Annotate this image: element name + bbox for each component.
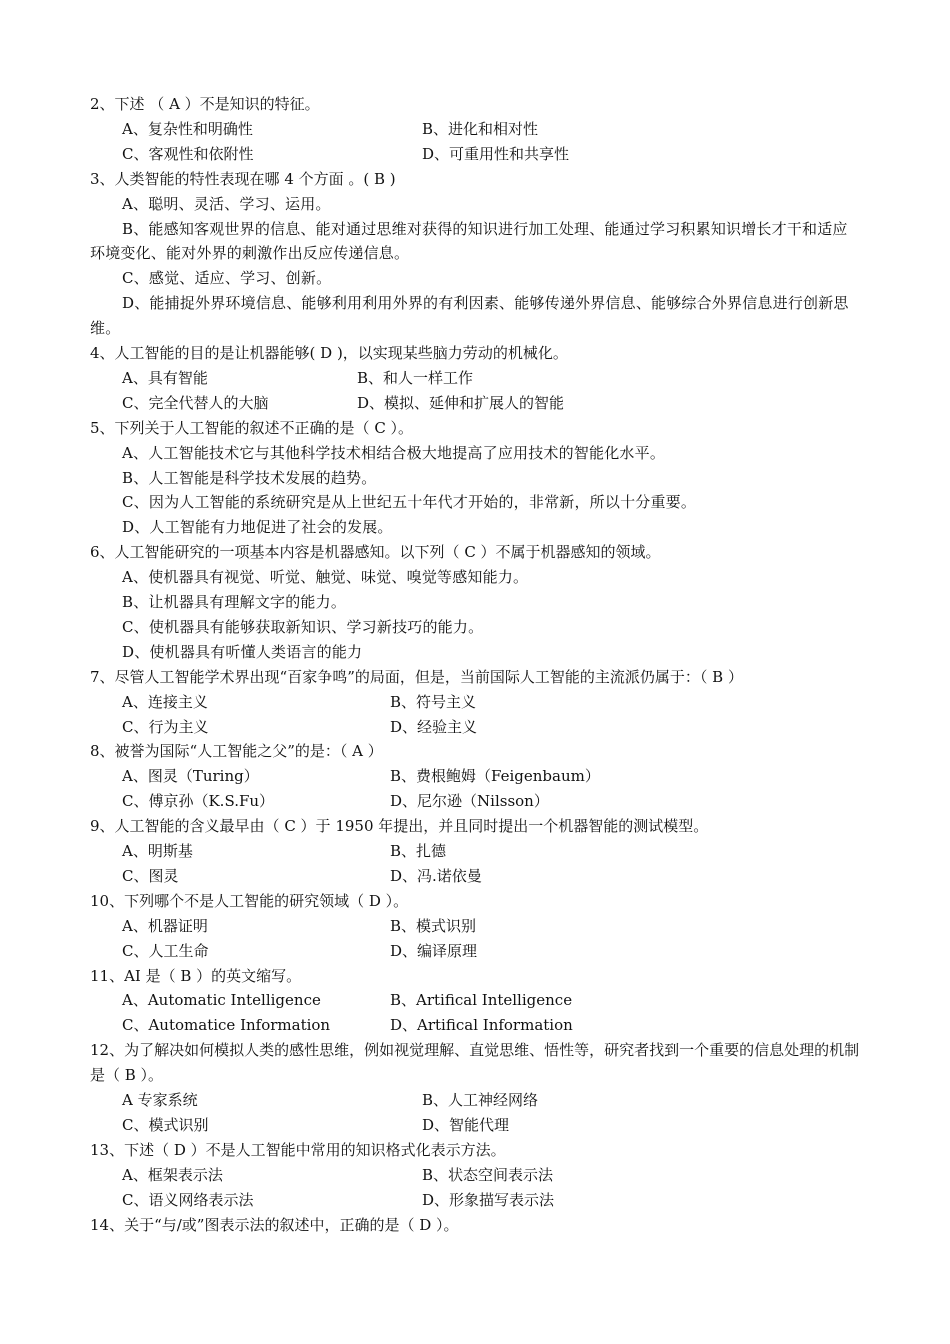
option-text: D、能捕捉外界环境信息、能够利用利用外界的有利因素、能够传递外界信息、能够综合外界信息进行创新思维。: [90, 294, 849, 338]
option-row: [90, 864, 862, 889]
option-text: C、语义网络表示法: [122, 1190, 254, 1209]
option-row: [90, 1188, 862, 1213]
question-block: [90, 1213, 862, 1238]
option-text: C、人工生命: [122, 941, 209, 960]
option-row: [90, 764, 862, 789]
option-text: D、Artifical Information: [390, 1016, 573, 1035]
question-stem: 13、下述（ D ）不是人工智能中常用的知识格式化表示方法。: [90, 1140, 506, 1159]
option-text: A、明斯基: [122, 842, 193, 861]
option-row: [90, 366, 862, 391]
option-text: C、客观性和依附性: [122, 144, 254, 163]
question-stem: 12、为了解决如何模拟人类的感性思维，例如视觉理解、直觉思维、悟性等，研究者找到一个重要的信息处理的机制是（ B ）。: [90, 1041, 860, 1085]
option-text: A、连接主义: [122, 692, 208, 711]
option-text: B、和人一样工作: [357, 368, 474, 387]
option-text: C、完全代替人的大脑: [122, 393, 269, 412]
question-block: [90, 341, 862, 416]
question-block: [90, 665, 862, 740]
option-row: [90, 1163, 862, 1188]
option-text: B、符号主义: [390, 692, 477, 711]
option-text: B、费根鲍姆（Feigenbaum）: [390, 767, 600, 786]
option-text: A、机器证明: [122, 916, 208, 935]
option-text: A、人工智能技术它与其他科学技术相结合极大地提高了应用技术的智能化水平。: [122, 443, 666, 462]
question-stem: 5、下列关于人工智能的叙述不正确的是（ C ）。: [90, 418, 414, 437]
question-stem: 11、AI 是（ B ）的英文缩写。: [90, 966, 302, 985]
option-text: B、模式识别: [390, 916, 477, 935]
question-stem: 10、下列哪个不是人工智能的研究领域（ D ）。: [90, 891, 409, 910]
option-text: B、能感知客观世界的信息、能对通过思维对获得的知识进行加工处理、能通过学习积累知识增长才干和适应环境变化、能对外界的刺激作出反应传递信息。: [90, 219, 848, 263]
option-row: [90, 690, 862, 715]
option-row: [90, 715, 862, 740]
option-text: D、可重用性和共享性: [422, 144, 570, 163]
option-text: A、使机器具有视觉、听觉、触觉、味觉、嗅觉等感知能力。: [122, 568, 529, 587]
option-text: B、进化和相对性: [422, 119, 539, 138]
option-text: C、使机器具有能够获取新知识、学习新技巧的能力。: [122, 617, 484, 636]
option-text: C、模式识别: [122, 1115, 209, 1134]
question-block: [90, 889, 862, 964]
option-text: D、经验主义: [390, 717, 478, 736]
option-text: A 专家系统: [122, 1091, 198, 1110]
question-stem: 4、人工智能的目的是让机器能够( D )，以实现某些脑力劳动的机械化。: [90, 344, 568, 363]
question-block: [90, 1038, 862, 1138]
question-block: [90, 1138, 862, 1213]
option-text: B、扎德: [390, 842, 447, 861]
question-stem: 7、尽管人工智能学术界出现“百家争鸣”的局面，但是，当前国际人工智能的主流派仍属于：（ B ）: [90, 667, 743, 686]
option-text: D、形象描写表示法: [422, 1190, 555, 1209]
option-text: B、Artifical Intelligence: [390, 991, 573, 1010]
option-text: D、模拟、延伸和扩展人的智能: [357, 393, 565, 412]
option-text: D、人工智能有力地促进了社会的发展。: [122, 518, 393, 537]
option-text: B、人工智能是科学技术发展的趋势。: [122, 468, 377, 487]
option-text: C、行为主义: [122, 717, 209, 736]
question-block: [90, 814, 862, 889]
option-text: A、复杂性和明确性: [122, 119, 253, 138]
option-row: [90, 1088, 862, 1113]
question-stem: 2、下述 （ A ）不是知识的特征。: [90, 95, 320, 113]
option-text: B、人工神经网络: [422, 1091, 539, 1110]
question-block: [90, 540, 862, 665]
question-block: [90, 167, 862, 341]
option-row: [90, 1013, 862, 1038]
option-text: C、感觉、适应、学习、创新。: [122, 269, 332, 288]
option-text: A、图灵（Turing）: [122, 767, 259, 786]
option-text: A、Automatic Intelligence: [122, 991, 321, 1010]
option-text: D、使机器具有听懂人类语言的能力: [122, 642, 363, 661]
option-text: D、智能代理: [422, 1115, 510, 1134]
question-block: [90, 964, 862, 1039]
question-stem: 14、关于“与/或”图表示法的叙述中，正确的是（ D ）。: [90, 1215, 459, 1234]
option-text: D、冯.诺依曼: [390, 866, 482, 885]
option-row: [90, 839, 862, 864]
option-text: A、具有智能: [122, 368, 208, 387]
option-text: A、框架表示法: [122, 1165, 223, 1184]
option-text: B、让机器具有理解文字的能力。: [122, 593, 347, 612]
option-text: C、图灵: [122, 866, 179, 885]
option-text: A、聪明、灵活、学习、运用。: [122, 194, 331, 213]
question-stem: 6、人工智能研究的一项基本内容是机器感知。以下列（ C ）不属于机器感知的领域。: [90, 543, 661, 562]
question-stem: 9、人工智能的含义最早由（ C ）于 1950 年提出，并且同时提出一个机器智能的测试模型。: [90, 817, 709, 836]
option-row: [90, 914, 862, 939]
option-text: C、因为人工智能的系统研究是从上世纪五十年代才开始的，非常新，所以十分重要。: [122, 493, 697, 512]
question-block: [90, 92, 862, 167]
option-row: [90, 117, 862, 142]
option-row: [90, 1113, 862, 1138]
option-text: D、尼尔逊（Nilsson）: [390, 792, 549, 811]
question-stem: 8、被誉为国际“人工智能之父”的是：（ A ）: [90, 742, 383, 761]
option-row: [90, 142, 862, 167]
option-row: [90, 391, 862, 416]
option-row: [90, 939, 862, 964]
option-row: [90, 988, 862, 1013]
option-text: B、状态空间表示法: [422, 1165, 554, 1184]
question-block: [90, 739, 862, 814]
option-text: C、Automatice Information: [122, 1016, 331, 1035]
option-text: D、编译原理: [390, 941, 478, 960]
question-block: [90, 416, 862, 541]
question-stem: 3、人类智能的特性表现在哪 4 个方面 。( B ): [90, 169, 396, 188]
option-row: [90, 789, 862, 814]
option-text: C、傅京孙（K.S.Fu）: [122, 792, 275, 811]
